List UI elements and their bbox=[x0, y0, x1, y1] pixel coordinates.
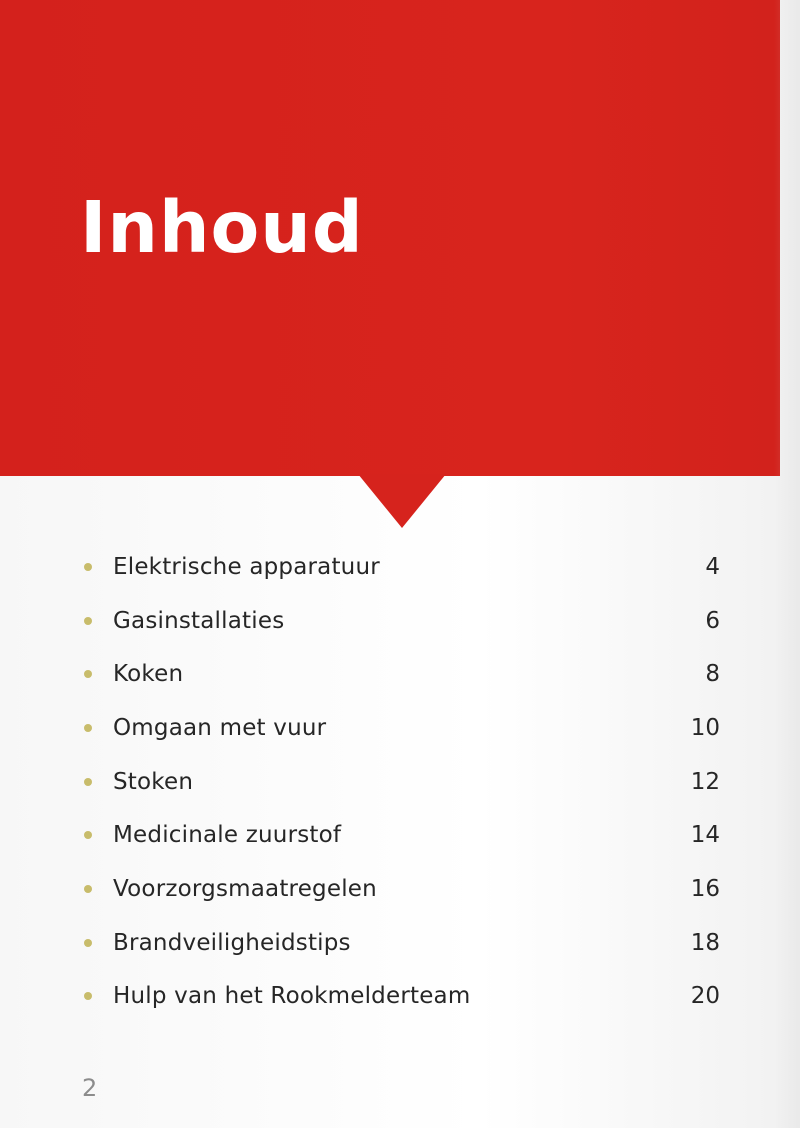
toc-entry bbox=[80, 983, 470, 1009]
bullet-icon bbox=[84, 670, 92, 678]
toc-item-koken bbox=[80, 647, 720, 701]
toc-page-number: 14 bbox=[690, 822, 720, 849]
toc-item-stoken bbox=[80, 755, 720, 809]
bullet-icon bbox=[84, 563, 92, 571]
toc-page-number: 20 bbox=[690, 983, 720, 1010]
toc-page-number: 8 bbox=[705, 661, 720, 688]
toc-page-number: 4 bbox=[705, 553, 720, 580]
bullet-icon bbox=[84, 885, 92, 893]
toc-item-gasinstallaties bbox=[80, 594, 720, 648]
bullet-icon bbox=[84, 617, 92, 625]
toc-label: Koken bbox=[113, 661, 184, 688]
toc-item-omgaan-met-vuur bbox=[80, 701, 720, 755]
toc-label: Medicinale zuurstof bbox=[113, 822, 342, 849]
toc-item-elektrische-apparatuur bbox=[80, 540, 720, 594]
toc-page-number: 18 bbox=[690, 929, 720, 956]
toc-label: Elektrische apparatuur bbox=[113, 553, 380, 580]
toc-label: Gasinstallaties bbox=[113, 607, 285, 634]
toc-entry bbox=[80, 608, 284, 634]
toc-page-number: 12 bbox=[690, 768, 720, 795]
toc-entry bbox=[80, 554, 380, 580]
toc-page-number: 10 bbox=[690, 714, 720, 741]
toc-page-number: 6 bbox=[705, 607, 720, 634]
toc-entry bbox=[80, 930, 351, 956]
toc-entry bbox=[80, 822, 341, 848]
bullet-icon bbox=[84, 724, 92, 732]
bullet-icon bbox=[84, 831, 92, 839]
toc-page-number: 16 bbox=[690, 875, 720, 902]
toc-label: Omgaan met vuur bbox=[113, 714, 327, 741]
table-of-contents bbox=[80, 540, 720, 1023]
toc-label: Brandveiligheidstips bbox=[113, 929, 351, 956]
toc-label: Stoken bbox=[113, 768, 194, 795]
toc-label: Hulp van het Rookmelderteam bbox=[113, 983, 471, 1010]
header-pointer-triangle bbox=[358, 474, 446, 528]
toc-item-brandveiligheidstips bbox=[80, 916, 720, 970]
toc-label: Voorzorgsmaatregelen bbox=[113, 875, 377, 902]
toc-item-hulp-van-het-rookmelderteam bbox=[80, 970, 720, 1024]
toc-entry bbox=[80, 769, 193, 795]
page-edge-shadow bbox=[774, 0, 800, 1128]
toc-entry bbox=[80, 876, 377, 902]
bullet-icon bbox=[84, 939, 92, 947]
toc-item-medicinale-zuurstof bbox=[80, 808, 720, 862]
bullet-icon bbox=[84, 778, 92, 786]
bullet-icon bbox=[84, 992, 92, 1000]
toc-entry bbox=[80, 661, 183, 687]
toc-item-voorzorgsmaatregelen bbox=[80, 862, 720, 916]
toc-entry bbox=[80, 715, 326, 741]
page-title: Inhoud bbox=[80, 186, 364, 269]
page-number: 2 bbox=[82, 1074, 98, 1102]
